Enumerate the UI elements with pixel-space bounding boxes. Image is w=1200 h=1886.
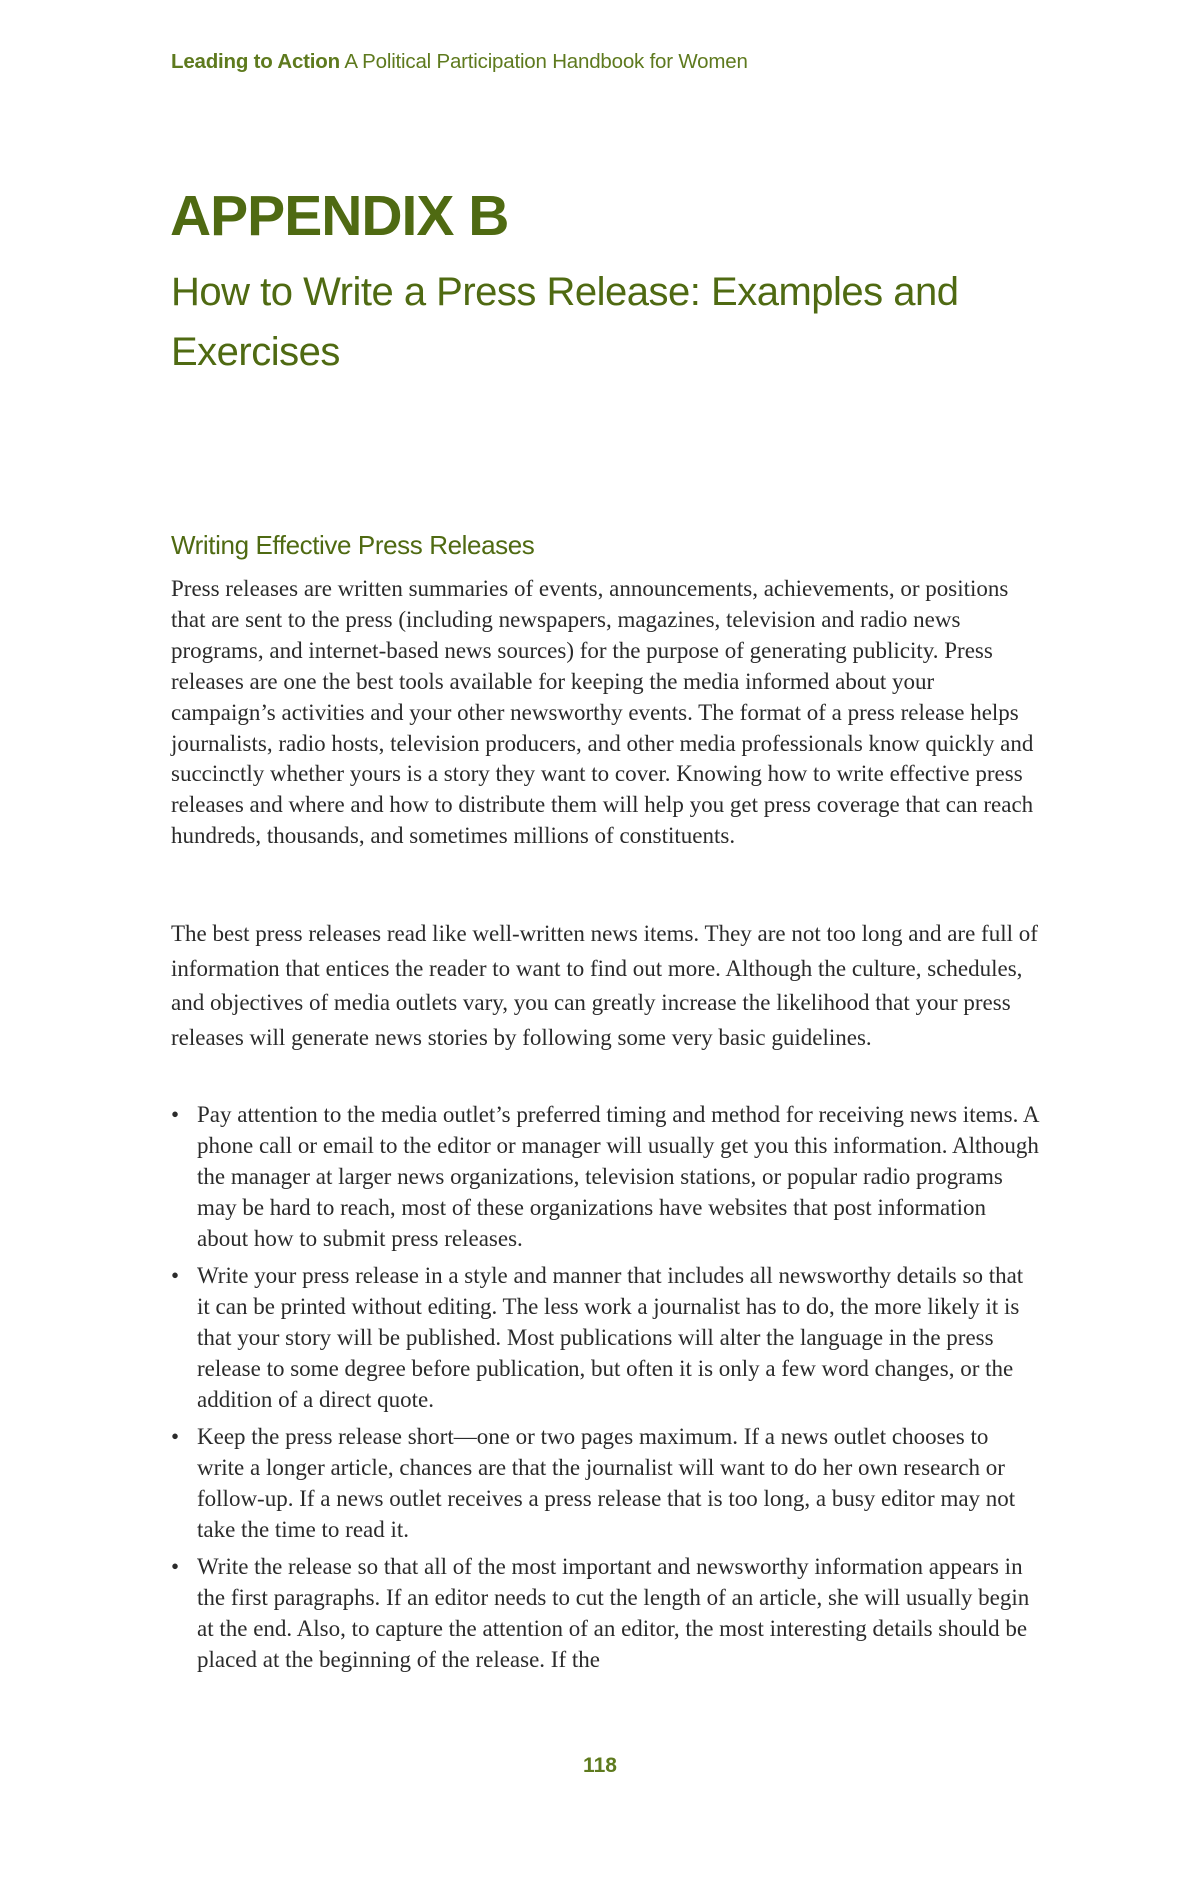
appendix-label: APPENDIX B (170, 184, 509, 248)
guideline-text: Write your press release in a style and manner that includes all newsworthy details so that it can be printed without editing. The less work a journalist has to do, the more likely it is that your story will be published. Most publications will alter the language in the press release to some degree before publication, but often it is only a few word changes, or the addition of a direct quote. (197, 1263, 1024, 1412)
body-paragraph-2: The best press releases read like well-written news items. They are not too long and are full of information that entices the reader to want to find out more. Although the culture, schedules, and objectives of media outlets vary, you can greatly increase the likelihood that your press releases will generate news stories by following some very basic guidelines. (171, 921, 1038, 1050)
bullet-icon: • (171, 1424, 180, 1450)
guideline-item (171, 1100, 1041, 1255)
section-heading: Writing Effective Press Releases (171, 530, 535, 560)
bullet-icon: • (171, 1102, 180, 1127)
guideline-text: Write the release so that all of the most important and newsworthy information appears in the first paragraphs. If an editor needs to cut the length of an article, she will usually begin at the end. Also, to capture the attention of an editor, the most interesting details should be placed at the beginning of the release. If the (197, 1554, 1030, 1672)
guideline-text: Pay attention to the media outlet’s preferred timing and method for receiving news items. A phone call or email to the editor or manager will usually get you this information. Although the manager at larger news organizations, television stations, or popular radio programs may be hard to reach, most of these organizations have websites that post information about how to submit press releases. (197, 1102, 1039, 1251)
body-paragraph-1: Press releases are written summaries of events, announcements, achievements, or positions that are sent to the press (including newspapers, magazines, television and radio news programs, and internet-based news sources) for the purpose of generating publicity. Press releases are one the best tools available for keeping the media informed about your campaign’s activities and your other newsworthy events. The format of a press release helps journalists, radio hosts, television producers, and other media professionals know quickly and succinctly whether yours is a story they want to cover. Knowing how to write effective press releases and where and how to distribute them will help you get press coverage that can reach hundreds, thousands, and sometimes millions of constituents. (171, 576, 1034, 849)
bullet-icon: • (171, 1554, 180, 1580)
book-title: Leading to Action (171, 50, 340, 73)
bullet-icon: • (171, 1263, 180, 1289)
book-subtitle: A Political Participation Handbook for Women (344, 50, 748, 73)
page-number: 118 (583, 1754, 617, 1777)
appendix-subtitle: How to Write a Press Release: Examples and Exercises (171, 270, 959, 374)
guideline-item (171, 1261, 1041, 1416)
running-header (171, 50, 748, 74)
guideline-item (171, 1552, 1041, 1676)
guideline-item (171, 1422, 1041, 1546)
guidelines-list (171, 1100, 1041, 1682)
guideline-text: Keep the press release short—one or two pages maximum. If a news outlet chooses to write a longer article, chances are that the journalist will want to do her own research or follow-up. If a news outlet receives a press release that is too long, a busy editor may not take the time to read it. (197, 1424, 1016, 1542)
